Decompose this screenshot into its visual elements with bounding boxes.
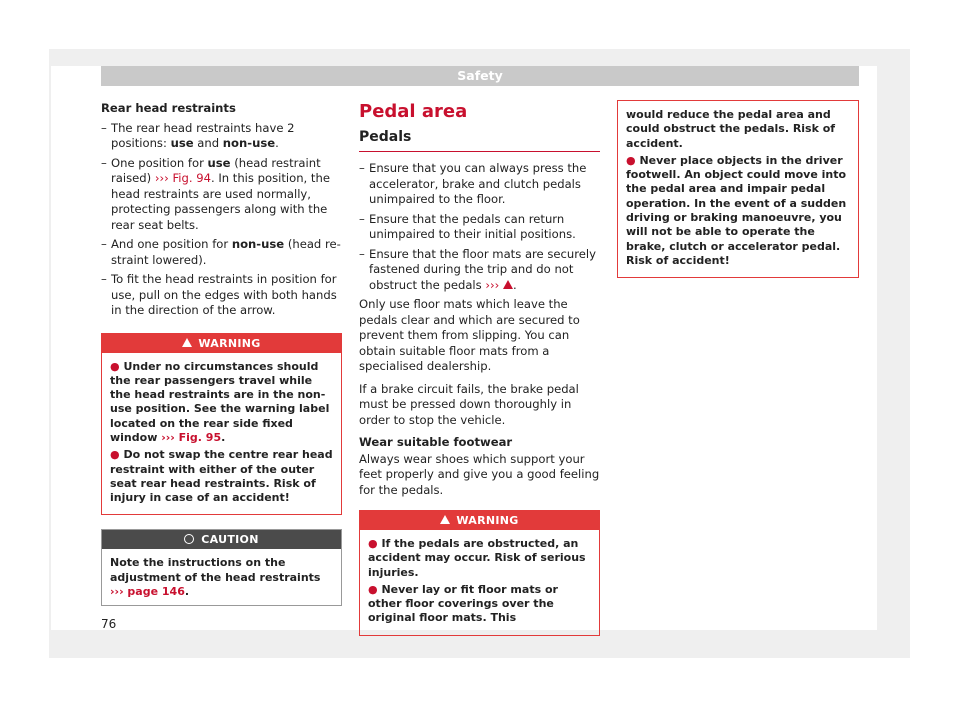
warning-header: WARNING xyxy=(102,334,341,353)
list xyxy=(101,121,342,319)
subsection-title: Wear suitable footwear xyxy=(359,435,513,449)
warning-box xyxy=(359,510,600,636)
paragraph: Only use floor mats which leave the pedals clear and which are secured to prevent them from slipping. You can obtain suitable floor mats from a specialised dealership. xyxy=(359,297,580,373)
list xyxy=(359,161,600,293)
warning-box xyxy=(101,333,342,516)
warning-icon xyxy=(182,338,192,347)
list-item: – Ensure that the floor mats are securely fastened during the trip and do not obstruct the pedals ››› . xyxy=(359,247,600,294)
warning-box-continued xyxy=(617,100,859,278)
warning-icon xyxy=(440,515,450,524)
warning-item: ● Never place objects in the driver footwell. An object could move into the pedal area and impair pedal operation. In the event of a sudden driving or braking manoeuvre, you will not be able to operate the brake, clutch or accelerator pedal. Risk of accident! xyxy=(626,153,847,267)
paragraph: If a brake circuit fails, the brake pedal must be pressed down thoroughly in order to stop the vehicle. xyxy=(359,381,579,427)
caution-body: Note the instructions on the adjustment of the head restraints ››› page 146. xyxy=(110,556,321,599)
bullet-icon: ● xyxy=(368,537,378,550)
list-item: – Ensure that the pedals can return unimpaired to their initial positions. xyxy=(359,212,600,243)
section-title: Pedal area xyxy=(359,101,468,122)
list-item: – To fit the head restraints in position for use, pull on the edges with both hands in the direction of the arrow. xyxy=(101,272,342,319)
page-number: 76 xyxy=(101,617,117,631)
column-right xyxy=(617,100,859,278)
warning-item: ● Do not swap the centre rear head restraint with either of the outer seat rear head restraints. Risk of injury in case of an accident! xyxy=(110,448,333,505)
warning-triangle-icon xyxy=(503,280,513,289)
bullet-icon: ● xyxy=(368,582,378,596)
warning-body xyxy=(618,101,858,277)
bullet-icon: ● xyxy=(110,448,120,462)
warning-header: WARNING xyxy=(360,511,599,530)
caution-box xyxy=(101,529,342,606)
warning-item: would reduce the pedal area and could obstruct the pedals. Risk of accident. xyxy=(626,108,836,150)
warning-body xyxy=(102,353,341,515)
warning-item: ● Never lay or fit floor mats or other floor coverings over the original floor mats. This xyxy=(368,582,558,625)
warning-body xyxy=(360,530,599,635)
warning-link[interactable]: ››› xyxy=(485,277,500,292)
figure-link[interactable]: ››› Fig. 95 xyxy=(161,430,222,444)
figure-link[interactable]: ››› Fig. 94 xyxy=(154,171,211,185)
page-link[interactable]: ››› page 146 xyxy=(110,585,185,599)
list-item: – Ensure that you can always press the accelerator, brake and clutch pedals unimpaired to the floor. xyxy=(359,161,600,208)
column-left xyxy=(101,101,342,606)
warning-item: ● Under no circumstances should the rear passengers travel while the head restraints are in the non-use position. See the warning label located on the rear side fixed window ››› Fig. 95. xyxy=(110,359,330,444)
warning-item: ● If the pedals are obstructed, an accident may occur. Risk of serious injuries. xyxy=(368,537,586,579)
subsection-title: Pedals xyxy=(359,129,600,152)
info-circle-icon xyxy=(184,534,194,544)
paragraph: Always wear shoes which support your feet properly and give you a good feeling for the pedals. xyxy=(359,451,600,497)
list-item: – And one position for non-use (head restraint lowered). xyxy=(101,237,342,268)
bullet-icon: ● xyxy=(626,153,636,167)
bullet-icon: ● xyxy=(110,359,120,373)
column-middle xyxy=(359,101,600,636)
list-item: – The rear head restraints have 2 positions: use and non-use. xyxy=(101,121,342,152)
section-header: Safety xyxy=(101,66,859,86)
caution-header: CAUTION xyxy=(102,530,341,549)
list-item: – One position for use (head restraint raised) ››› Fig. 94. In this position, the head restraints are used normally, protecting passengers along with the rear seat belts. xyxy=(101,156,342,234)
subsection-title: Rear head restraints xyxy=(101,101,236,115)
